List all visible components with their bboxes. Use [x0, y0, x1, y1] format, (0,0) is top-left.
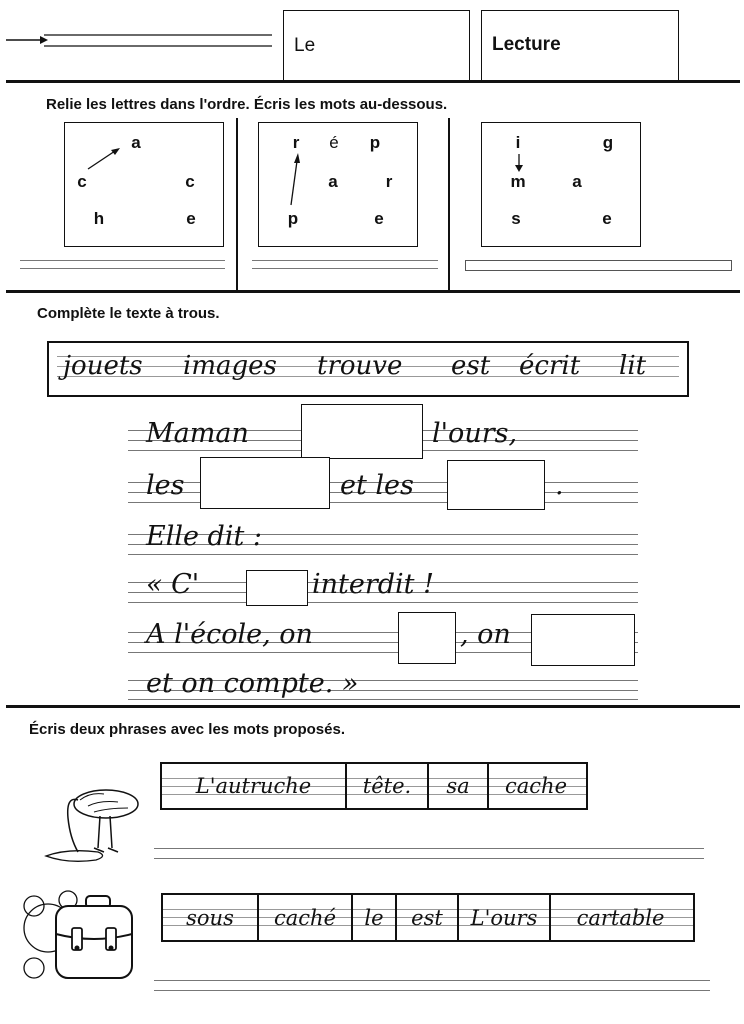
puzzle-letter: c: [77, 172, 87, 191]
word-card[interactable]: caché: [274, 905, 336, 930]
letter-puzzle-1: [64, 122, 224, 247]
word-card[interactable]: tête.: [362, 774, 412, 798]
puzzle-letter: p: [369, 133, 381, 152]
puzzle-letter: m: [510, 172, 526, 191]
letter-puzzle-2: [258, 122, 418, 247]
puzzle-letter: a: [328, 172, 338, 191]
text-fragment: .: [555, 470, 564, 501]
puzzle-letter: i: [515, 133, 521, 152]
blank-field[interactable]: [200, 457, 330, 509]
puzzle-letter: p: [287, 209, 299, 228]
text-fragment: « C': [146, 569, 200, 600]
word-strip-2: [161, 893, 695, 942]
word-card[interactable]: cartable: [576, 905, 665, 930]
text-fragment: A l'école, on: [146, 619, 313, 650]
writing-line[interactable]: [154, 980, 710, 981]
ruled-line: [128, 699, 638, 700]
blank-field[interactable]: [447, 460, 545, 510]
writing-line[interactable]: [154, 848, 704, 849]
text-fragment: Maman: [146, 418, 249, 449]
writing-line: [252, 268, 438, 269]
blank-field[interactable]: [301, 404, 423, 459]
exercise2-instruction: Complète le texte à trous.: [37, 305, 220, 322]
ostrich-illustration: [38, 778, 148, 863]
arrow-icon: [4, 30, 274, 52]
puzzle-letter: s: [511, 209, 521, 228]
puzzle-letter: g: [602, 133, 614, 152]
word-card[interactable]: cache: [505, 774, 567, 798]
word-bank-word: images: [183, 351, 277, 381]
word-card[interactable]: L'autruche: [195, 774, 312, 798]
subject-box: [481, 10, 679, 82]
name-field[interactable]: [283, 10, 470, 82]
puzzle-letter: a: [131, 133, 141, 152]
subject-title: Lecture: [492, 34, 561, 55]
text-fragment: interdit !: [312, 569, 434, 600]
puzzle-letter: e: [602, 209, 612, 228]
text-fragment: et les: [340, 470, 414, 501]
blank-field[interactable]: [246, 570, 308, 606]
blank-field[interactable]: [531, 614, 635, 666]
word-bank-word: jouets: [63, 351, 143, 381]
word-bank-word: lit: [619, 351, 647, 381]
ruled-line: [128, 602, 638, 603]
text-fragment: Elle dit :: [146, 521, 262, 552]
puzzle-letter: e: [186, 209, 196, 228]
section-divider: [6, 290, 740, 293]
puzzle-letter: e: [374, 209, 384, 228]
writing-line[interactable]: [465, 260, 732, 271]
puzzle-letter: r: [292, 133, 300, 152]
puzzle-letter: a: [572, 172, 582, 191]
section-divider: [6, 80, 740, 83]
exercise3-instruction: Écris deux phrases avec les mots proposés.: [29, 721, 345, 738]
puzzle-letter: c: [185, 172, 195, 191]
bear-schoolbag-illustration: [18, 888, 138, 988]
puzzle-letter: é: [329, 133, 339, 152]
letter-puzzle-3: [481, 122, 641, 247]
writing-line: [20, 268, 225, 269]
word-card[interactable]: est: [411, 905, 443, 930]
word-bank-word: est: [451, 351, 491, 381]
column-divider: [236, 118, 238, 290]
exercise1-instruction: Relie les lettres dans l'ordre. Écris les mots au-dessous.: [46, 96, 448, 113]
writing-line: [154, 858, 704, 859]
writing-line[interactable]: [252, 260, 438, 261]
column-divider: [448, 118, 450, 290]
word-card[interactable]: sous: [186, 905, 234, 930]
puzzle-letter: h: [93, 209, 105, 228]
word-strip-1: [160, 762, 588, 810]
section-divider: [6, 705, 740, 708]
example-arrow-icon: [482, 123, 640, 246]
word-bank-word: écrit: [519, 351, 581, 381]
word-card[interactable]: sa: [446, 774, 470, 798]
word-bank-word: trouve: [317, 351, 403, 381]
text-fragment: les: [146, 470, 185, 501]
ruled-line: [128, 554, 638, 555]
name-label: Le: [294, 35, 316, 56]
text-fragment: l'ours,: [432, 418, 518, 449]
example-arrow-icon: [259, 123, 417, 246]
blank-field[interactable]: [398, 612, 456, 664]
writing-line[interactable]: [20, 260, 225, 261]
word-card[interactable]: L'ours: [470, 905, 538, 930]
text-fragment: , on: [460, 619, 511, 650]
text-fragment: et on compte. »: [146, 668, 359, 699]
word-card[interactable]: le: [364, 905, 384, 930]
word-bank: [47, 341, 689, 397]
example-arrow-icon: [65, 123, 223, 246]
writing-line: [154, 990, 710, 991]
puzzle-letter: r: [385, 172, 393, 191]
